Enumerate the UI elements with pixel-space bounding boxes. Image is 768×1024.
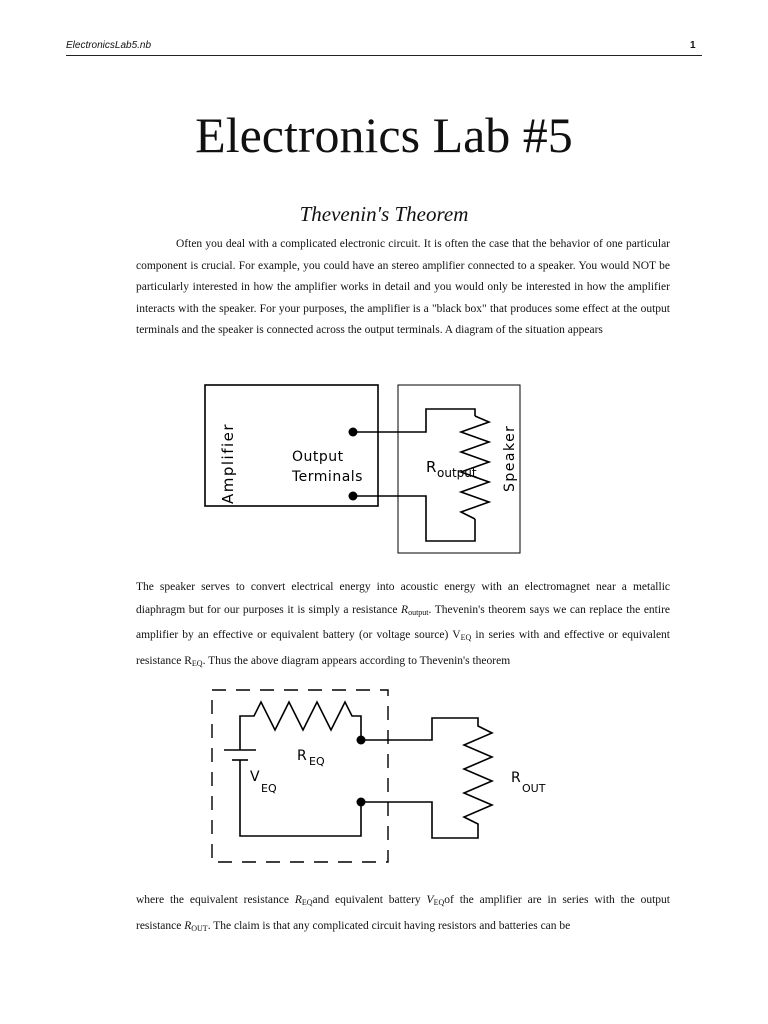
speaker-label: Speaker xyxy=(502,424,518,492)
thevenin-terminal-top xyxy=(357,736,366,745)
output-terminals-label-2: Terminals xyxy=(292,469,363,485)
paragraph-equivalent-text-d: . The claim is that any complicated circuit having resistors and batteries can be xyxy=(207,919,571,932)
paragraph-intro: Often you deal with a complicated electronic circuit. It is often the case that the behavior of one particular component is crucial. For example, you could have an stereo amplifier connected to a speaker. You would NOT be particularly interested in how the amplifier works in detail and you would only be interested in how the amplifier interacts with the speaker. For your purposes, the amplifier is a "black box" that produces some effect at the output terminals and the speaker is connected across the output terminals. A diagram of the situation appears xyxy=(136,238,670,336)
paragraph-equivalent-text-b: and equivalent battery xyxy=(312,894,427,906)
thevenin-equivalent-diagram xyxy=(0,684,768,874)
header-rule xyxy=(66,55,702,56)
paragraph-equivalent-text-a: where the equivalent resistance xyxy=(136,894,295,906)
paragraph-speaker-text-a: The speaker serves to convert electrical energy into acoustic energy with an electromagnet near a metallic diaphragm but for our purposes it is simply a resistance xyxy=(136,581,670,616)
r-eq-subscript: EQ xyxy=(309,755,325,768)
thevenin-wiring xyxy=(224,702,492,838)
r-output-symbol: R xyxy=(401,603,409,616)
page-title: Electronics Lab #5 xyxy=(195,107,573,163)
paragraph-equivalent-text-c: of the amplifier are in series with the output resistance xyxy=(136,894,670,932)
r-output-subscript: output xyxy=(437,466,477,480)
amplifier-label: Amplifier xyxy=(219,422,237,504)
r-eq-symbol: R xyxy=(294,894,302,906)
v-eq-symbol: V xyxy=(426,894,434,906)
section-title: Thevenin's Theorem xyxy=(299,202,469,226)
r-eq-label: R xyxy=(297,748,307,764)
header-filename: ElectronicsLab5.nb xyxy=(66,40,152,51)
v-eq-symbol-sub-2: EQ xyxy=(433,898,445,907)
r-out-label: R xyxy=(511,770,521,786)
r-out-symbol: R xyxy=(184,919,192,932)
paragraph-speaker-text-b: . Thevenin's theorem says we can replace the entire amplifier by an effective or equivalent battery (or voltage source) V xyxy=(136,603,670,641)
v-eq-symbol-sub: EQ xyxy=(460,633,472,642)
paragraph-speaker xyxy=(136,576,670,675)
r-out-subscript: OUT xyxy=(522,782,546,795)
header-page-number: 1 xyxy=(690,40,696,51)
r-eq-symbol-sub: EQ xyxy=(191,658,203,668)
output-terminals-label-1: Output xyxy=(292,449,344,465)
paragraph-equivalent xyxy=(136,889,670,940)
r-output-symbol-sub: output xyxy=(408,607,429,617)
v-eq-subscript: EQ xyxy=(261,782,277,795)
thevenin-terminal-bottom xyxy=(357,798,366,807)
r-out-symbol-sub: OUT xyxy=(191,923,208,933)
paragraph-speaker-text-c: in series with and effective or equivalent resistance R xyxy=(136,629,670,667)
paragraph-speaker-text-d: . Thus the above diagram appears according to Thevenin's theorem xyxy=(202,654,511,667)
v-eq-label: V xyxy=(250,769,260,785)
r-eq-symbol-sub-2: EQ xyxy=(301,898,313,907)
amplifier-speaker-diagram xyxy=(0,380,768,560)
r-output-label: R xyxy=(426,458,437,476)
